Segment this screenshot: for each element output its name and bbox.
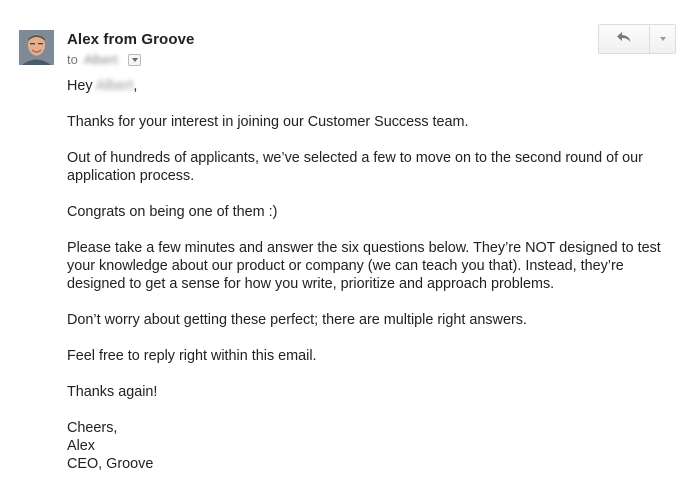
greeting-prefix: Hey bbox=[67, 78, 93, 94]
message-body bbox=[67, 77, 677, 473]
sender-name: Alex from Groove bbox=[67, 31, 195, 48]
recipient-line bbox=[67, 52, 141, 67]
recipient-name: Albert bbox=[83, 52, 118, 67]
greeting-suffix: , bbox=[133, 78, 138, 94]
reply-button[interactable] bbox=[599, 25, 649, 53]
chevron-down-icon bbox=[660, 37, 666, 41]
body-paragraph: Congrats on being one of them :) bbox=[67, 204, 278, 220]
body-paragraph: Don’t worry about getting these perfect; there are multiple right answers. bbox=[67, 312, 527, 328]
signature-closing: Cheers, bbox=[67, 420, 118, 436]
body-paragraph: Please take a few minutes and answer the six questions below. They’re NOT designed to test your knowledge about our product or company (we can teach you that). Instead, they’re designed to get a sense for how you write, prioritize and approach problems. bbox=[67, 240, 661, 292]
body-paragraph: Out of hundreds of applicants, we’ve selected a few to move on to the second round of our application process. bbox=[67, 150, 643, 184]
signature-name: Alex bbox=[67, 438, 95, 454]
reply-arrow-icon bbox=[616, 30, 632, 48]
more-actions-button[interactable] bbox=[649, 25, 675, 53]
to-label: to bbox=[67, 52, 78, 67]
show-details-dropdown[interactable] bbox=[128, 54, 141, 66]
greeting-name: Albert bbox=[95, 78, 134, 94]
body-paragraph: Thanks for your interest in joining our Customer Success team. bbox=[67, 114, 469, 130]
greeting bbox=[67, 77, 677, 95]
body-paragraph: Feel free to reply right within this email. bbox=[67, 348, 317, 364]
signature-title: CEO, Groove bbox=[67, 456, 154, 472]
sender-avatar bbox=[19, 30, 54, 65]
body-paragraph: Thanks again! bbox=[67, 384, 158, 400]
reply-button-group bbox=[598, 24, 676, 54]
